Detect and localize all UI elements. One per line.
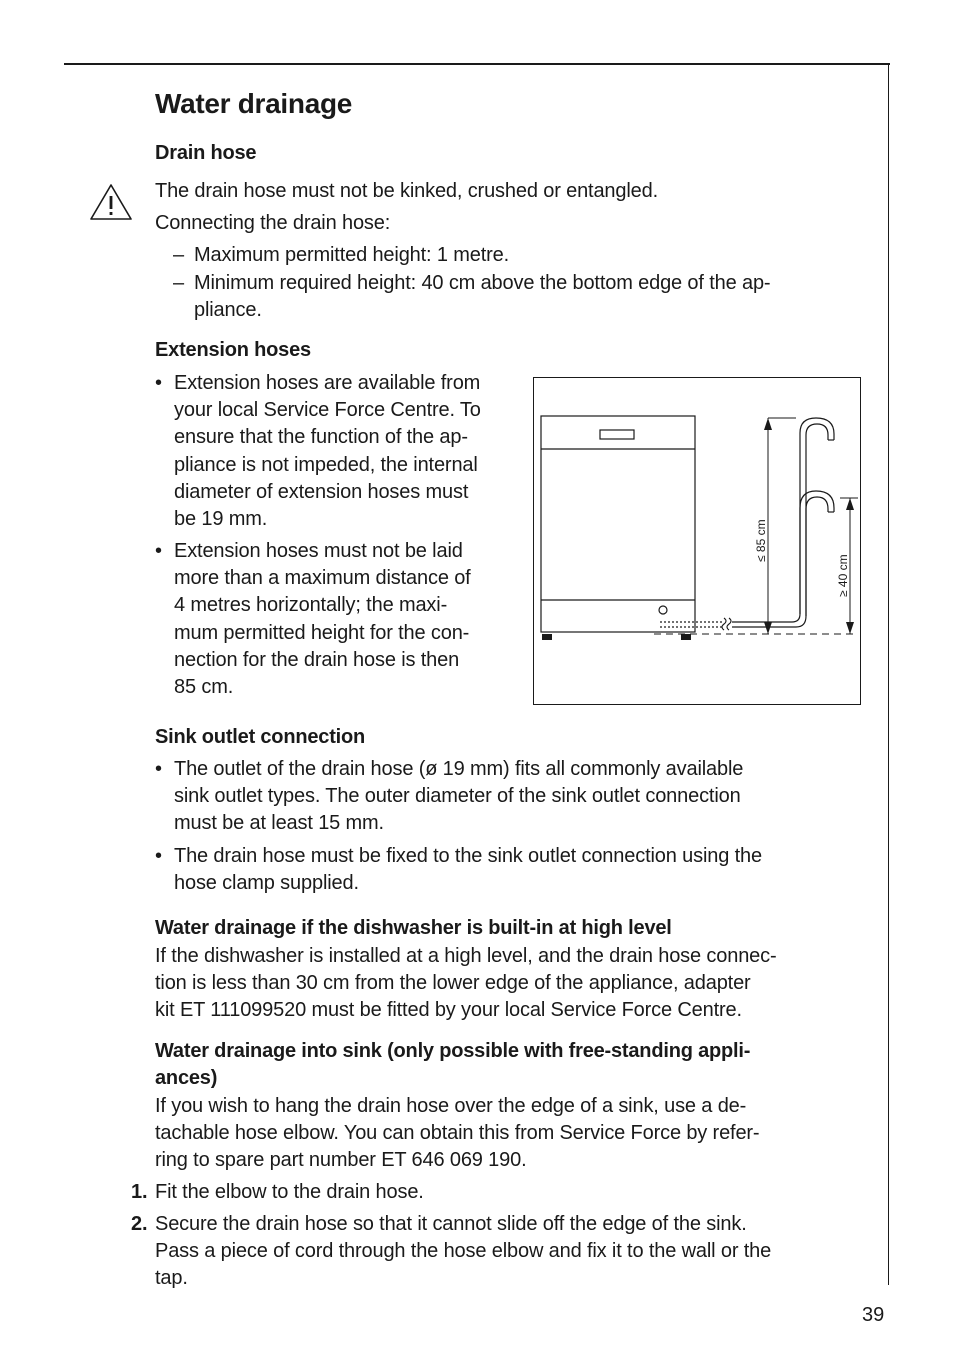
list-item: • The outlet of the drain hose (ø 19 mm) fits all commonly available sink outlet types. The outer diameter of the sink outlet connection must be at least 15 mm. <box>155 758 744 835</box>
drain-hose-warning: The drain hose must not be kinked, crushed or entangled. <box>155 180 659 202</box>
bullet-marker: • <box>155 372 162 394</box>
bullet-marker: • <box>155 758 162 780</box>
foot-right <box>681 634 691 640</box>
list-item: • The drain hose must be fixed to the sink outlet connection using the hose clamp supplied. <box>155 845 762 895</box>
step-number: 2. <box>131 1213 148 1235</box>
into-sink-text: If you wish to hang the drain hose over the edge of a sink, use a de- tachable hose elbow. You can obtain this from Service Force by refer- ring to spare part number ET 646 069 190. <box>155 1095 760 1172</box>
extension-hoses-heading: Extension hoses <box>155 339 311 361</box>
dishwasher-diagram <box>534 378 860 704</box>
outlet-fitting <box>659 606 667 614</box>
top-rule <box>64 63 890 65</box>
list-item <box>0 270 954 326</box>
list-item-text: Minimum required height: 40 cm above the bottom edge of the ap- <box>194 272 771 294</box>
high-level-text: If the dishwasher is installed at a high level, and the drain hose connec- tion is less than 30 cm from the lower edge of the appliance, adapter kit ET 111099520 must be fitted by your local Service Force Centre. <box>155 945 777 1022</box>
list-marker: – <box>173 272 184 294</box>
sink-outlet-heading: Sink outlet connection <box>155 726 366 748</box>
page-title: Water drainage <box>155 88 353 119</box>
step-item: 2. Secure the drain hose so that it cannot slide off the edge of the sink. Pass a piece of cord through the hose elbow and fix it to the wall or the tap. <box>131 1213 772 1290</box>
foot-left <box>542 634 552 640</box>
high-level-heading: Water drainage if the dishwasher is built-in at high level <box>155 917 672 939</box>
right-rule <box>888 63 889 1285</box>
list-marker: – <box>173 244 184 266</box>
bullet-marker: • <box>155 845 162 867</box>
max-height-label: ≤ 85 cm <box>754 519 768 562</box>
list-item-text: pliance. <box>194 299 262 321</box>
warning-icon <box>88 182 134 222</box>
page-number: 39 <box>862 1304 885 1326</box>
list-item-text: Maximum permitted height: 1 metre. <box>194 244 510 266</box>
list-item: • Extension hoses are available from your local Service Force Centre. To ensure that the function of the ap- pliance is not impeded, the internal diameter of extension hoses must be 19 mm. <box>155 372 481 530</box>
control-panel <box>600 430 634 439</box>
step-number: 1. <box>131 1181 148 1203</box>
drain-height-diagram <box>533 377 861 705</box>
drain-hose-heading: Drain hose <box>155 142 257 164</box>
bullet-marker: • <box>155 540 162 562</box>
into-sink-heading: Water drainage into sink (only possible with free-standing appli- ances) <box>155 1040 751 1089</box>
drain-hose-intro: Connecting the drain hose: <box>155 212 391 234</box>
list-item: • Extension hoses must not be laid more than a maximum distance of 4 metres horizontally; the maxi- mum permitted height for the con- nection for the drain hose is then 85 cm. <box>155 540 471 698</box>
min-height-label: ≥ 40 cm <box>836 554 850 597</box>
